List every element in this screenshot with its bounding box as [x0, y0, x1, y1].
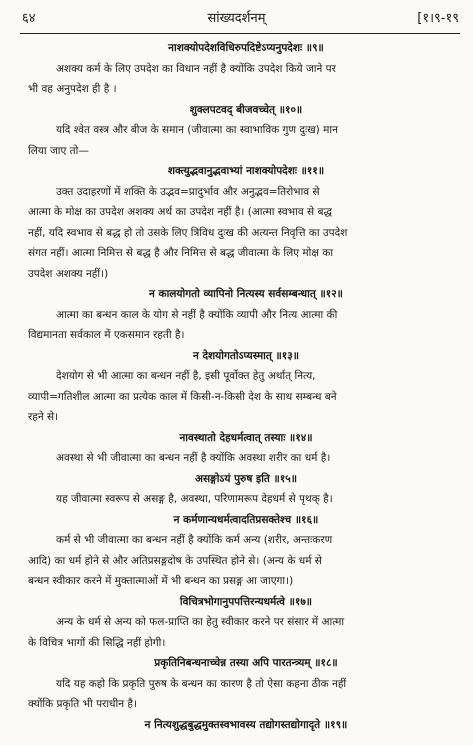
text-line: व्यापी=गतिशील आत्मा का प्रत्येक काल में किसी-न-किसी देश के साथ सम्बन्ध बने — [28, 390, 337, 403]
page-body — [28, 38, 464, 735]
text-line: अन्य के धर्म से अन्य को फल-प्राप्ति का हेतु स्वीकार करने पर संसार में आत्मा — [56, 616, 345, 628]
text-line: आदि) का धर्म होने से और अतिप्रसङ्गदोष के उपस्थित होने से। (अन्य के धर्म से — [28, 554, 322, 567]
running-title: सांख्यदर्शनम् — [207, 11, 266, 26]
sutra-12: न कालयोगतो व्यापिनो नित्यस्य सर्वसम्बन्धात् ॥१२॥ — [149, 288, 343, 300]
text-line: विद्यमानता सर्वकाल में एकसमान रहती है। — [28, 329, 185, 341]
sutra-13: न देशयोगतोऽप्यस्मात् ॥१३॥ — [192, 349, 299, 362]
text-line: उक्त उदाहरणों में शक्ति के उद्भव=प्रादुर्भाव और अनुद्भव=तिरोभाव से — [56, 185, 320, 198]
text-line: कर्म से भी जीवात्मा का बन्धन नहीं है क्योंकि कर्म अन्य (शरीर, अन्तःकरण — [56, 534, 333, 546]
header-rule — [20, 33, 460, 34]
text-line: रहने से। — [28, 411, 59, 423]
text-line: भी वह अनुपदेश ही है । — [28, 83, 117, 95]
text-line: यदि यह कहो कि प्रकृति पुरुष के बन्धन का कारण है तो ऐसा कहना ठीक नहीं — [56, 677, 347, 690]
text-line: के विचित्र भागों की सिद्धि नहीं होगी। — [28, 636, 166, 649]
text-line: यदि श्वेत वस्त्र और बीज के समान (जीवात्मा का स्वाभाविक गुण दुःख) मान — [56, 124, 338, 136]
sutra-10: शुक्लपटवद् बीजवच्चेत् ॥१०॥ — [189, 103, 303, 116]
text-line: नहीं, यदि स्वभाव से बद्ध हो तो उसके लिए त्रिविध दुःख की अत्यन्त निवृत्ति का उपदेश — [28, 226, 348, 239]
text-line: अवस्था से भी जीवात्मा का बन्धन नहीं है क्योंकि अवस्था शरीर का धर्म है। — [56, 452, 331, 464]
sutra-15: असङ्गोऽयं पुरुष इति ॥१५॥ — [194, 472, 298, 485]
text-line: संगत नहीं। आत्मा निमित्त से बद्ध है और निमित्त से बद्ध जीवात्मा के लिए मोक्ष का — [28, 247, 334, 259]
sutra-18: प्रकृतिनिबन्धनाच्चेन्न तस्या अपि पारतन्त्र्यम् ॥१८॥ — [154, 657, 338, 669]
text-line: आत्मा के मोक्ष का उपदेश अशक्य अर्थ का उपदेश नहीं है। (आत्मा स्वभाव से बद्ध — [28, 206, 332, 218]
sutra-17: विचित्रभोगानुपपत्तिरन्यधर्मत्वे ॥१७॥ — [179, 595, 313, 608]
text-line: उपदेश अशक्य नहीं।) — [28, 267, 109, 280]
text-line: अशक्य कर्म के लिए उपदेश का विधान नहीं है क्योंकि उपदेश किये जाने पर — [56, 62, 336, 75]
page-number: ६४ — [22, 11, 36, 26]
text-line: देशयोग से भी आत्मा का बन्धन नहीं है, इसी पूर्वोक्त हेतु अर्थात् नित्य, — [56, 370, 316, 382]
text-line: क्योंकि प्रकृति भी पराधीन है। — [28, 698, 137, 710]
page-header — [0, 8, 473, 32]
sutra-9: नाशक्योपदेशविधिरुपदिष्टेऽप्यनुपदेशः ॥९॥ — [168, 42, 324, 54]
sutra-14: नावस्थातो देहधर्मत्वात् तस्याः ॥१४॥ — [179, 431, 313, 444]
text-line: लिया जाए तो— — [28, 144, 89, 157]
text-line: आत्मा का बन्धन काल के योग से नहीं है क्योंकि व्यापी और नित्य आत्मा की — [56, 308, 338, 321]
text-line: यह जीवात्मा स्वरूप से असङ्ग है, अवस्था, परिणामरूप देहधर्म से पृथक् है। — [56, 493, 333, 505]
sutra-11: शक्त्युद्भवानुद्भवाभ्यां नाशक्योपदेशः ॥११॥ — [167, 165, 325, 177]
sutra-range: [१।९-१९ — [417, 11, 459, 26]
sutra-19: न नित्यशुद्धबुद्धमुक्तस्वभावस्य तद्योगस्तद्योगादृते ॥१९॥ — [144, 718, 348, 731]
sutra-16: न कर्मणान्यधर्मत्वादतिप्रसक्तेश्च ॥१६॥ — [173, 513, 319, 526]
text-line: बन्धन स्वीकार करने में मुक्तात्माओं में भी बन्धन का प्रसङ्ग आ जाएगा।) — [28, 575, 294, 587]
